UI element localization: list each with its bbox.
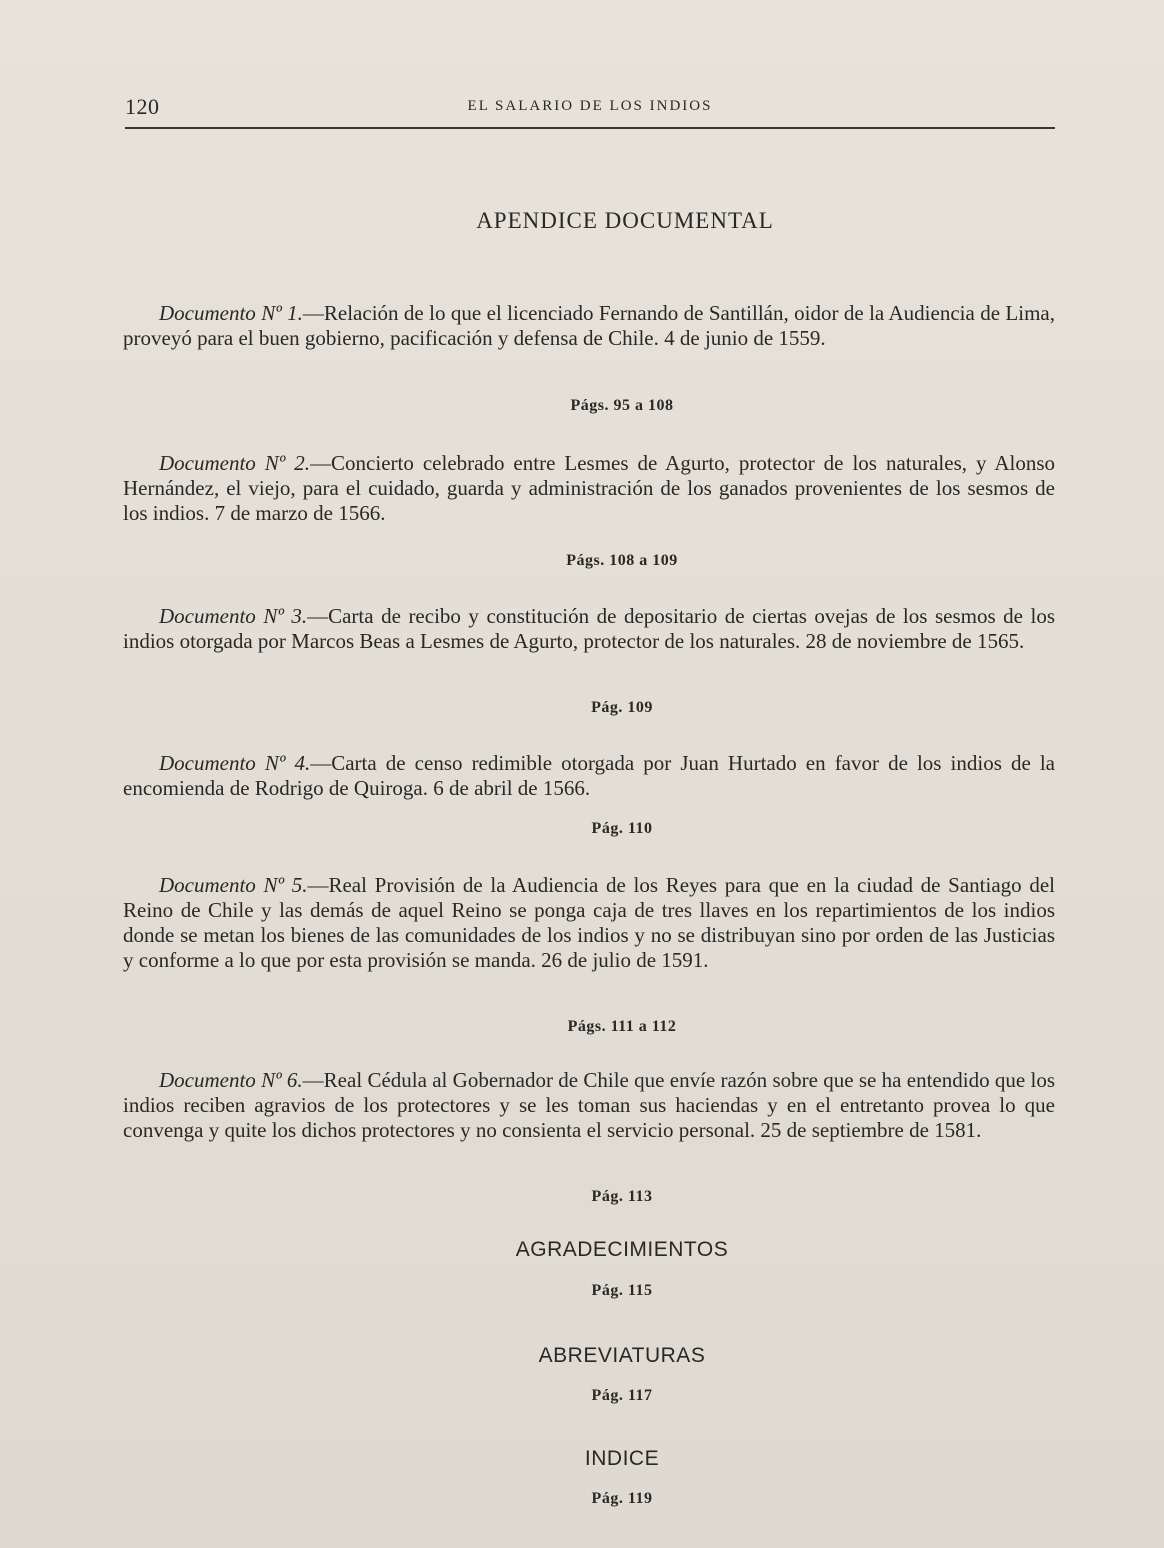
document-pages-6: Pág. 113 [591, 1188, 653, 1205]
index-pages: Pág. 119 [591, 1490, 653, 1507]
document-entry-6 [123, 1068, 1055, 1143]
acknowledgements-pages: Pág. 115 [591, 1282, 653, 1299]
page-header [125, 92, 1055, 132]
document-label: Documento Nº 5. [159, 873, 308, 897]
acknowledgements-title: AGRADECIMIENTOS [515, 1238, 729, 1261]
document-entry-4 [123, 751, 1055, 801]
document-label: Documento Nº 2. [159, 451, 311, 475]
document-text: —Carta de recibo y constitución de depositario de ciertas ovejas de los sesmos de los indios otorgada por Marcos Beas a Lesmes de Agurto, protector de los naturales. 28 de noviembre de 1565. [123, 604, 1055, 653]
page-number: 120 [125, 94, 160, 119]
document-text: —Relación de lo que el licenciado Fernando de Santillán, oidor de la Audiencia de Lima, proveyó para el buen gobierno, pacificación y defensa de Chile. 4 de junio de 1559. [123, 301, 1055, 350]
document-text: —Real Provisión de la Audiencia de los Reyes para que en la ciudad de Santiago del Reino de Chile y las demás de aquel Reino se ponga caja de tres llaves en los repartimientos de los indios donde se metan los bienes de las comunidades de los indios y no se distribuyan sino por orden de las Justicias y conforme a lo que por esta provisión se manda. 26 de julio de 1591. [123, 873, 1055, 972]
document-label: Documento Nº 1. [159, 301, 303, 325]
document-entry-5 [123, 873, 1055, 973]
document-pages-2: Págs. 108 a 109 [566, 552, 678, 569]
document-label: Documento Nº 3. [159, 604, 308, 628]
document-pages-4: Pág. 110 [591, 820, 653, 837]
running-head: EL SALARIO DE LOS INDIOS [467, 98, 713, 114]
document-entry-2 [123, 451, 1055, 526]
document-pages-3: Pág. 109 [591, 699, 653, 716]
header-rule [125, 127, 1055, 129]
abbreviations-pages: Pág. 117 [591, 1387, 653, 1404]
document-label: Documento Nº 4. [159, 751, 311, 775]
document-text: —Real Cédula al Gobernador de Chile que envíe razón sobre que se ha entendido que los indios reciben agravios de los protectores y se les toman sus haciendas y en el entretanto provea lo que convenga y quite los dichos protectores y no consienta el servicio personal. 25 de septiembre de 1581. [123, 1068, 1055, 1142]
document-pages-5: Págs. 111 a 112 [567, 1018, 677, 1035]
section-title: APENDICE DOCUMENTAL [476, 208, 774, 233]
document-label: Documento Nº 6. [159, 1068, 303, 1092]
document-pages-1: Págs. 95 a 108 [570, 397, 674, 414]
document-entry-3 [123, 604, 1055, 654]
index-title: INDICE [584, 1447, 660, 1470]
document-text: —Concierto celebrado entre Lesmes de Agurto, protector de los naturales, y Alonso Hernández, el viejo, para el cuidado, guarda y administración de los ganados provenientes de los sesmos de los indios. 7 de marzo de 1566. [123, 451, 1055, 525]
document-text: —Carta de censo redimible otorgada por Juan Hurtado en favor de los indios de la encomienda de Rodrigo de Quiroga. 6 de abril de 1566. [123, 751, 1056, 800]
abbreviations-title: ABREVIATURAS [538, 1344, 706, 1367]
document-entry-1 [123, 301, 1055, 351]
